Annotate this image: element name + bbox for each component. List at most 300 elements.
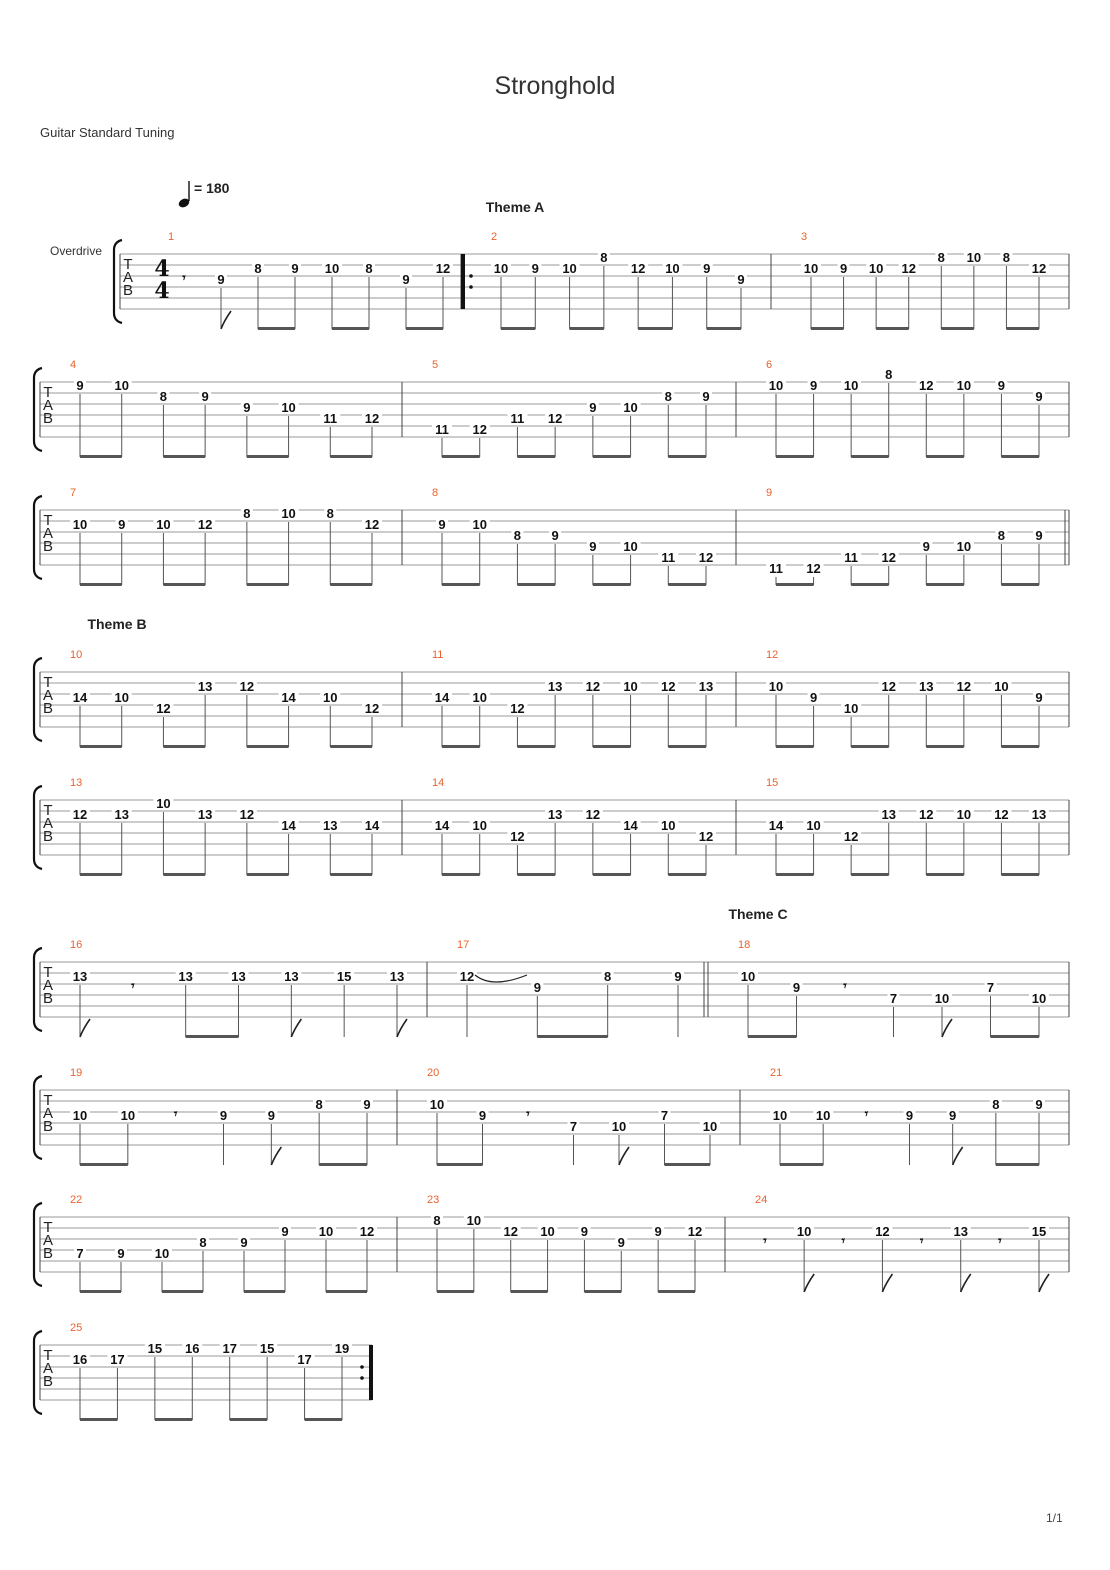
measure-number: 9 xyxy=(766,487,773,499)
note-beam xyxy=(776,583,814,586)
note-flag xyxy=(221,311,231,329)
fret-number: 12 xyxy=(585,807,601,822)
fret-number: 10 xyxy=(661,818,676,833)
fret-number: 9 xyxy=(438,517,446,532)
note-beam xyxy=(851,583,889,586)
fret-number: 14 xyxy=(768,818,784,833)
fret-number: 11 xyxy=(661,550,676,565)
fret-number: 9 xyxy=(240,1235,248,1250)
note-beam xyxy=(162,1290,203,1293)
note-beam xyxy=(665,1163,711,1166)
fret-number: 9 xyxy=(291,261,299,276)
fret-number: 9 xyxy=(674,969,682,984)
fret-number: 10 xyxy=(702,1119,718,1134)
note-beam xyxy=(330,583,372,586)
fret-number: 15 xyxy=(1031,1224,1047,1239)
measure-number: 3 xyxy=(801,231,808,243)
note-beam xyxy=(80,873,122,876)
note-beam xyxy=(511,1290,548,1293)
fret-number: 12 xyxy=(547,411,563,426)
fret-number: 12 xyxy=(806,561,821,576)
fret-number: 9 xyxy=(737,272,745,287)
note-beam xyxy=(80,455,122,458)
note-beam xyxy=(186,1035,239,1038)
eighth-rest: 𝄾 xyxy=(526,1106,530,1121)
tab-clef-letter: B xyxy=(42,700,54,717)
fret-number: 9 xyxy=(363,1097,371,1112)
note-beam xyxy=(876,327,909,330)
fret-number: 13 xyxy=(698,679,714,694)
note-beam xyxy=(437,1290,474,1293)
tab-clef-letter: B xyxy=(42,1245,54,1262)
fret-number: 12 xyxy=(364,411,380,426)
tab-clef-letter: B xyxy=(42,1373,54,1390)
note-beam xyxy=(593,583,631,586)
fret-number: 7 xyxy=(986,980,995,995)
measure-number: 12 xyxy=(766,649,779,661)
note-beam xyxy=(851,455,889,458)
fret-number: 10 xyxy=(934,991,950,1006)
fret-number: 10 xyxy=(318,1224,334,1239)
fret-number: 9 xyxy=(117,1246,125,1261)
tab-clef-letter: A xyxy=(42,687,54,704)
tab-clef-letter: T xyxy=(43,384,53,401)
fret-number: 10 xyxy=(114,378,129,393)
tab-clef-letter: A xyxy=(42,525,54,542)
repeat-end-bar xyxy=(369,1345,373,1400)
fret-number: 12 xyxy=(239,679,255,694)
fret-number: 10 xyxy=(623,400,638,415)
note-flag xyxy=(1039,1274,1049,1292)
fret-number: 9 xyxy=(201,389,209,404)
fret-number: 10 xyxy=(796,1224,812,1239)
note-beam xyxy=(593,873,631,876)
fret-number: 10 xyxy=(815,1108,831,1123)
fret-number: 11 xyxy=(510,411,525,426)
note-beam xyxy=(247,745,289,748)
fret-number: 15 xyxy=(147,1341,163,1356)
fret-number: 13 xyxy=(953,1224,968,1239)
note-beam xyxy=(570,327,604,330)
fret-number: 12 xyxy=(459,969,475,984)
fret-number: 13 xyxy=(881,807,896,822)
fret-number: 8 xyxy=(159,389,168,404)
fret-number: 12 xyxy=(156,701,171,716)
fret-number: 19 xyxy=(334,1341,350,1356)
note-beam xyxy=(319,1163,367,1166)
fret-number: 12 xyxy=(239,807,255,822)
note-beam xyxy=(926,455,964,458)
fret-number: 9 xyxy=(702,389,710,404)
fret-number: 10 xyxy=(956,378,972,393)
measure-number: 13 xyxy=(70,777,83,789)
tab-clef-letter: A xyxy=(42,815,54,832)
measure-number: 7 xyxy=(70,487,77,499)
note-beam xyxy=(996,1163,1039,1166)
measure-number: 21 xyxy=(770,1067,783,1079)
measure-number: 22 xyxy=(70,1194,83,1206)
fret-number: 8 xyxy=(604,969,612,984)
system-bracket xyxy=(34,786,42,869)
fret-number: 9 xyxy=(580,1224,589,1239)
note-beam xyxy=(326,1290,367,1293)
fret-number: 8 xyxy=(997,528,1006,543)
fret-number: 10 xyxy=(562,261,577,276)
fret-number: 7 xyxy=(76,1246,84,1261)
note-beam xyxy=(163,745,205,748)
fret-number: 13 xyxy=(284,969,299,984)
fret-number: 14 xyxy=(281,818,296,833)
note-beam xyxy=(305,1418,342,1421)
note-beam xyxy=(258,327,295,330)
fret-number: 10 xyxy=(156,796,171,811)
note-beam xyxy=(537,1035,607,1038)
fret-number: 15 xyxy=(259,1341,275,1356)
note-beam xyxy=(1001,745,1039,748)
fret-number: 10 xyxy=(843,701,859,716)
fret-number: 12 xyxy=(956,679,972,694)
tab-clef-letter: B xyxy=(122,282,134,299)
fret-number: 14 xyxy=(623,818,638,833)
note-flag xyxy=(397,1019,407,1037)
measure-number: 8 xyxy=(432,487,439,499)
fret-number: 16 xyxy=(72,1352,88,1367)
fret-number: 8 xyxy=(600,250,608,265)
fret-number: 12 xyxy=(875,1224,890,1239)
fret-number: 13 xyxy=(1031,807,1047,822)
fret-number: 9 xyxy=(1035,1097,1043,1112)
note-beam xyxy=(332,327,369,330)
measure-number: 10 xyxy=(70,649,83,661)
note-beam xyxy=(1001,583,1039,586)
fret-number: 10 xyxy=(493,261,509,276)
fret-number: 10 xyxy=(956,807,972,822)
note-beam xyxy=(155,1418,192,1421)
fret-number: 12 xyxy=(698,829,714,844)
eighth-rest: 𝄾 xyxy=(182,270,186,285)
eighth-rest: 𝄾 xyxy=(131,978,135,993)
measure-number: 11 xyxy=(432,649,444,661)
fret-number: 12 xyxy=(585,679,601,694)
note-beam xyxy=(1006,327,1039,330)
fret-number: 10 xyxy=(114,690,129,705)
note-beam xyxy=(991,1035,1040,1038)
measure-number: 5 xyxy=(432,359,439,371)
fret-number: 8 xyxy=(664,389,672,404)
tab-clef-letter: A xyxy=(42,977,54,994)
section-label: Theme C xyxy=(728,906,788,922)
note-beam xyxy=(517,745,555,748)
fret-number: 12 xyxy=(435,261,451,276)
section-label: Theme A xyxy=(485,199,545,215)
note-beam xyxy=(593,455,631,458)
fret-number: 13 xyxy=(547,679,563,694)
note-beam xyxy=(442,745,480,748)
fret-number: 12 xyxy=(510,701,525,716)
fret-number: 10 xyxy=(623,679,638,694)
measure-number: 15 xyxy=(766,777,779,789)
note-flag xyxy=(291,1019,301,1037)
fret-number: 10 xyxy=(540,1224,555,1239)
tab-clef-letter: A xyxy=(42,1360,54,1377)
note-beam xyxy=(517,455,555,458)
tie-arc xyxy=(475,975,527,982)
fret-number: 8 xyxy=(992,1097,1000,1112)
tab-clef-letter: A xyxy=(42,397,54,414)
tab-clef-letter: B xyxy=(42,1118,54,1135)
note-flag xyxy=(942,1019,952,1037)
fret-number: 14 xyxy=(434,818,450,833)
fret-number: 12 xyxy=(687,1224,703,1239)
fret-number: 12 xyxy=(881,550,896,565)
time-signature-bottom: 4 xyxy=(154,278,170,304)
fret-number: 10 xyxy=(154,1246,170,1261)
note-beam xyxy=(668,583,706,586)
fret-number: 13 xyxy=(197,679,213,694)
measure-number: 4 xyxy=(70,359,77,371)
fret-number: 7 xyxy=(569,1119,578,1134)
note-beam xyxy=(247,583,289,586)
note-flag xyxy=(271,1147,281,1165)
fret-number: 13 xyxy=(197,807,213,822)
fret-number: 13 xyxy=(178,969,193,984)
fret-number: 9 xyxy=(531,261,539,276)
note-beam xyxy=(247,873,289,876)
instrument-label: Overdrive xyxy=(50,244,103,258)
eighth-rest: 𝄾 xyxy=(841,1233,846,1248)
note-beam xyxy=(163,583,205,586)
note-beam xyxy=(941,327,974,330)
note-beam xyxy=(593,745,631,748)
note-flag xyxy=(961,1274,971,1292)
fret-number: 12 xyxy=(359,1224,375,1239)
fret-number: 12 xyxy=(919,378,934,393)
note-beam xyxy=(926,583,964,586)
note-flag xyxy=(804,1274,814,1292)
fret-number: 10 xyxy=(623,539,638,554)
note-beam xyxy=(330,455,372,458)
fret-number: 9 xyxy=(533,980,541,995)
fret-number: 10 xyxy=(472,818,487,833)
page-title: Stronghold xyxy=(494,72,616,100)
fret-number: 11 xyxy=(435,422,449,437)
fret-number: 9 xyxy=(217,272,225,287)
fret-number: 8 xyxy=(1002,250,1011,265)
note-beam xyxy=(442,455,480,458)
note-beam xyxy=(517,583,555,586)
note-beam xyxy=(501,327,535,330)
note-beam xyxy=(658,1290,695,1293)
note-beam xyxy=(926,745,964,748)
fret-number: 9 xyxy=(1035,690,1043,705)
fret-number: 12 xyxy=(364,517,380,532)
fret-number: 8 xyxy=(885,367,893,382)
fret-number: 7 xyxy=(889,991,898,1006)
note-beam xyxy=(406,327,443,330)
fret-number: 8 xyxy=(433,1213,441,1228)
fret-number: 9 xyxy=(922,539,930,554)
note-beam xyxy=(437,1163,483,1166)
note-beam xyxy=(80,1163,128,1166)
tab-clef-letter: T xyxy=(43,674,53,691)
fret-number: 8 xyxy=(513,528,522,543)
fret-number: 9 xyxy=(219,1108,228,1123)
note-beam xyxy=(584,1290,621,1293)
fret-number: 8 xyxy=(315,1097,323,1112)
note-beam xyxy=(668,455,706,458)
page-number: 1/1 xyxy=(1046,1511,1063,1525)
fret-number: 17 xyxy=(297,1352,312,1367)
fret-number: 13 xyxy=(114,807,129,822)
note-beam xyxy=(776,873,814,876)
fret-number: 12 xyxy=(661,679,676,694)
fret-number: 12 xyxy=(510,829,525,844)
fret-number: 13 xyxy=(389,969,405,984)
note-beam xyxy=(668,745,706,748)
note-beam xyxy=(638,327,672,330)
fret-number: 12 xyxy=(197,517,213,532)
repeat-dot xyxy=(469,274,473,278)
fret-number: 9 xyxy=(76,378,84,393)
repeat-dot xyxy=(469,285,473,289)
fret-number: 12 xyxy=(364,701,380,716)
fret-number: 14 xyxy=(364,818,380,833)
note-beam xyxy=(707,327,741,330)
fret-number: 8 xyxy=(937,250,945,265)
note-beam xyxy=(668,873,706,876)
fret-number: 12 xyxy=(72,807,88,822)
fret-number: 9 xyxy=(589,400,597,415)
note-beam xyxy=(247,455,289,458)
fret-number: 13 xyxy=(72,969,88,984)
note-flag xyxy=(619,1147,629,1165)
note-beam xyxy=(80,583,122,586)
note-beam xyxy=(442,873,480,876)
measure-number: 6 xyxy=(766,359,773,371)
note-flag xyxy=(80,1019,90,1037)
fret-number: 10 xyxy=(323,690,338,705)
fret-number: 13 xyxy=(323,818,338,833)
tuning-label: Guitar Standard Tuning xyxy=(40,125,175,140)
note-beam xyxy=(330,873,372,876)
fret-number: 11 xyxy=(769,561,783,576)
fret-number: 10 xyxy=(429,1097,445,1112)
measure-number: 23 xyxy=(427,1194,440,1206)
note-beam xyxy=(80,1290,121,1293)
fret-number: 9 xyxy=(839,261,848,276)
tab-clef-letter: T xyxy=(43,802,53,819)
fret-number: 10 xyxy=(72,517,88,532)
fret-number: 13 xyxy=(919,679,934,694)
fret-number: 10 xyxy=(868,261,884,276)
note-beam xyxy=(926,873,964,876)
note-beam xyxy=(776,745,814,748)
fret-number: 9 xyxy=(589,539,597,554)
fret-number: 10 xyxy=(772,1108,788,1123)
measure-number: 17 xyxy=(457,939,470,951)
fret-number: 10 xyxy=(324,261,340,276)
fret-number: 9 xyxy=(703,261,711,276)
tempo-marking: = 180 xyxy=(194,180,230,196)
note-beam xyxy=(517,873,555,876)
note-beam xyxy=(163,873,205,876)
fret-number: 10 xyxy=(1031,991,1047,1006)
tab-clef-letter: T xyxy=(43,1347,53,1364)
fret-number: 9 xyxy=(809,690,818,705)
fret-number: 12 xyxy=(1031,261,1047,276)
system-bracket xyxy=(34,948,42,1031)
note-beam xyxy=(163,455,205,458)
note-beam xyxy=(442,583,480,586)
note-beam xyxy=(851,873,889,876)
time-signature-top: 4 xyxy=(154,256,170,282)
tab-clef-letter: A xyxy=(42,1105,54,1122)
note-beam xyxy=(244,1290,285,1293)
eighth-rest: 𝄾 xyxy=(998,1233,1002,1248)
fret-number: 10 xyxy=(843,378,859,393)
fret-number: 10 xyxy=(120,1108,136,1123)
tab-clef-letter: B xyxy=(42,538,54,555)
fret-number: 11 xyxy=(323,411,338,426)
system-bracket xyxy=(114,240,122,323)
fret-number: 14 xyxy=(434,690,450,705)
fret-number: 9 xyxy=(267,1108,275,1123)
fret-number: 7 xyxy=(660,1108,669,1123)
eighth-rest: 𝄾 xyxy=(864,1106,869,1121)
fret-number: 13 xyxy=(231,969,246,984)
tab-clef-letter: B xyxy=(42,410,54,427)
note-beam xyxy=(811,327,844,330)
repeat-start-bar xyxy=(461,254,465,309)
note-beam xyxy=(748,1035,797,1038)
fret-number: 9 xyxy=(118,517,126,532)
fret-number: 14 xyxy=(281,690,296,705)
note-beam xyxy=(776,455,814,458)
fret-number: 9 xyxy=(402,272,410,287)
tab-clef-letter: T xyxy=(43,964,53,981)
fret-number: 10 xyxy=(665,261,680,276)
tab-clef-letter: T xyxy=(43,1092,53,1109)
fret-number: 17 xyxy=(222,1341,237,1356)
note-beam xyxy=(1001,873,1039,876)
tab-clef-letter: T xyxy=(43,1219,53,1236)
fret-number: 9 xyxy=(551,528,559,543)
fret-number: 9 xyxy=(792,980,801,995)
note-beam xyxy=(330,745,372,748)
measure-number: 16 xyxy=(70,939,83,951)
tab-clef-letter: A xyxy=(42,1232,54,1249)
note-beam xyxy=(80,1418,117,1421)
measure-number: 24 xyxy=(755,1194,768,1206)
fret-number: 12 xyxy=(881,679,896,694)
fret-number: 10 xyxy=(72,1108,88,1123)
note-flag xyxy=(882,1274,892,1292)
fret-number: 12 xyxy=(843,829,859,844)
system-bracket xyxy=(34,1203,42,1286)
section-label: Theme B xyxy=(87,616,147,632)
fret-number: 10 xyxy=(156,517,171,532)
fret-number: 10 xyxy=(994,679,1009,694)
fret-number: 10 xyxy=(611,1119,627,1134)
eighth-rest: 𝄾 xyxy=(919,1233,924,1248)
fret-number: 17 xyxy=(110,1352,125,1367)
eighth-rest: 𝄾 xyxy=(843,978,847,993)
eighth-rest: 𝄾 xyxy=(763,1233,767,1248)
fret-number: 10 xyxy=(806,818,821,833)
system-bracket xyxy=(34,496,42,579)
fret-number: 9 xyxy=(654,1224,662,1239)
measure-number: 14 xyxy=(432,777,445,789)
